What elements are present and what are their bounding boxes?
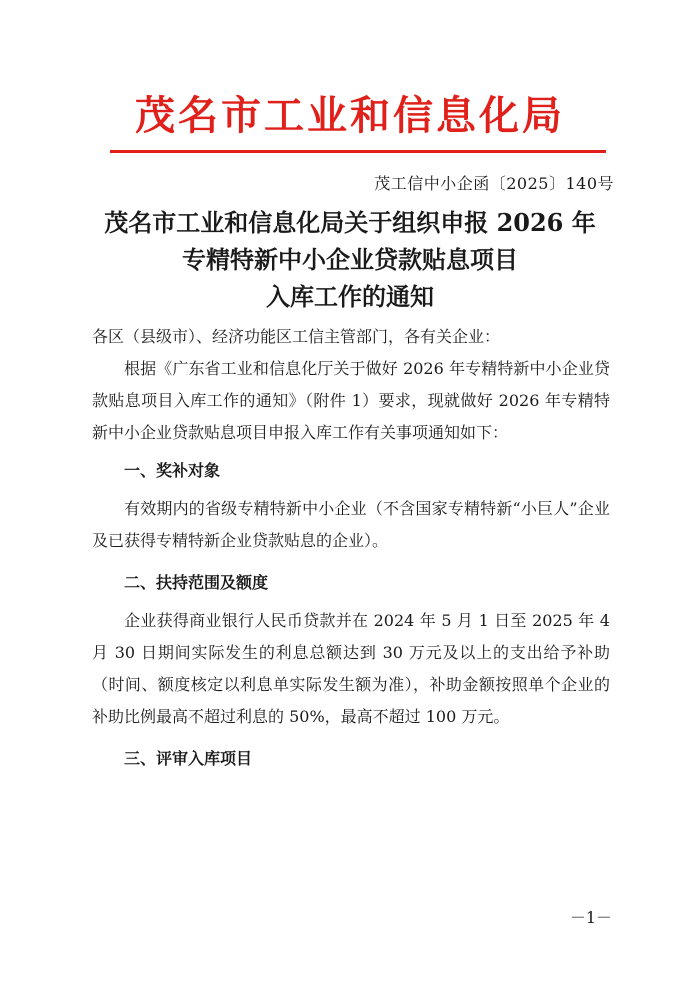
document-number: 茂工信中小企函〔2025〕140号 (374, 174, 614, 193)
salutation: 各区（县级市）、经济功能区工信主管部门，各有关企业： (92, 327, 501, 346)
title-line: 入库工作的通知 (266, 282, 434, 311)
section-text-1: 有效期内的省级专精特新中小企业（不含国家专精特新“小巨人”企业及已获得专精特新企业贷款贴息的企业）。 (92, 499, 610, 550)
red-separator-line (110, 150, 606, 153)
notice-title (0, 204, 700, 315)
title-line: 茂名市工业和信息化局关于组织申报 2026 年 (104, 208, 596, 237)
section-text-2: 企业获得商业银行人民币贷款并在 2024 年 5 月 1 日至 2025 年 4 月 30 日期间实际发生的利息总额达到 30 万元及以上的支出给予补助（时间、额度核定以利息单实际发生额为准），补助金额按照单个企业的补助比例最高不超过利息的 50%，最高不超过 100 万元。 (92, 611, 610, 726)
masthead-title: 茂名市工业和信息化局 (135, 92, 565, 139)
section-heading-3: 三、评审入库项目 (124, 749, 253, 768)
section-heading-2: 二、扶持范围及额度 (124, 573, 269, 592)
page-number: －1－ (569, 908, 612, 927)
intro-paragraph: 根据《广东省工业和信息化厅关于做好 2026 年专精特新中小企业贷款贴息项目入库工作的通知》（附件 1）要求，现就做好 2026 年专精特新中小企业贷款贴息项目申报入库工作有关事项通知如下： (92, 359, 610, 442)
title-line: 专精特新中小企业贷款贴息项目 (182, 245, 518, 274)
notice-body (92, 321, 610, 775)
section-heading-1: 一、奖补对象 (124, 461, 221, 480)
